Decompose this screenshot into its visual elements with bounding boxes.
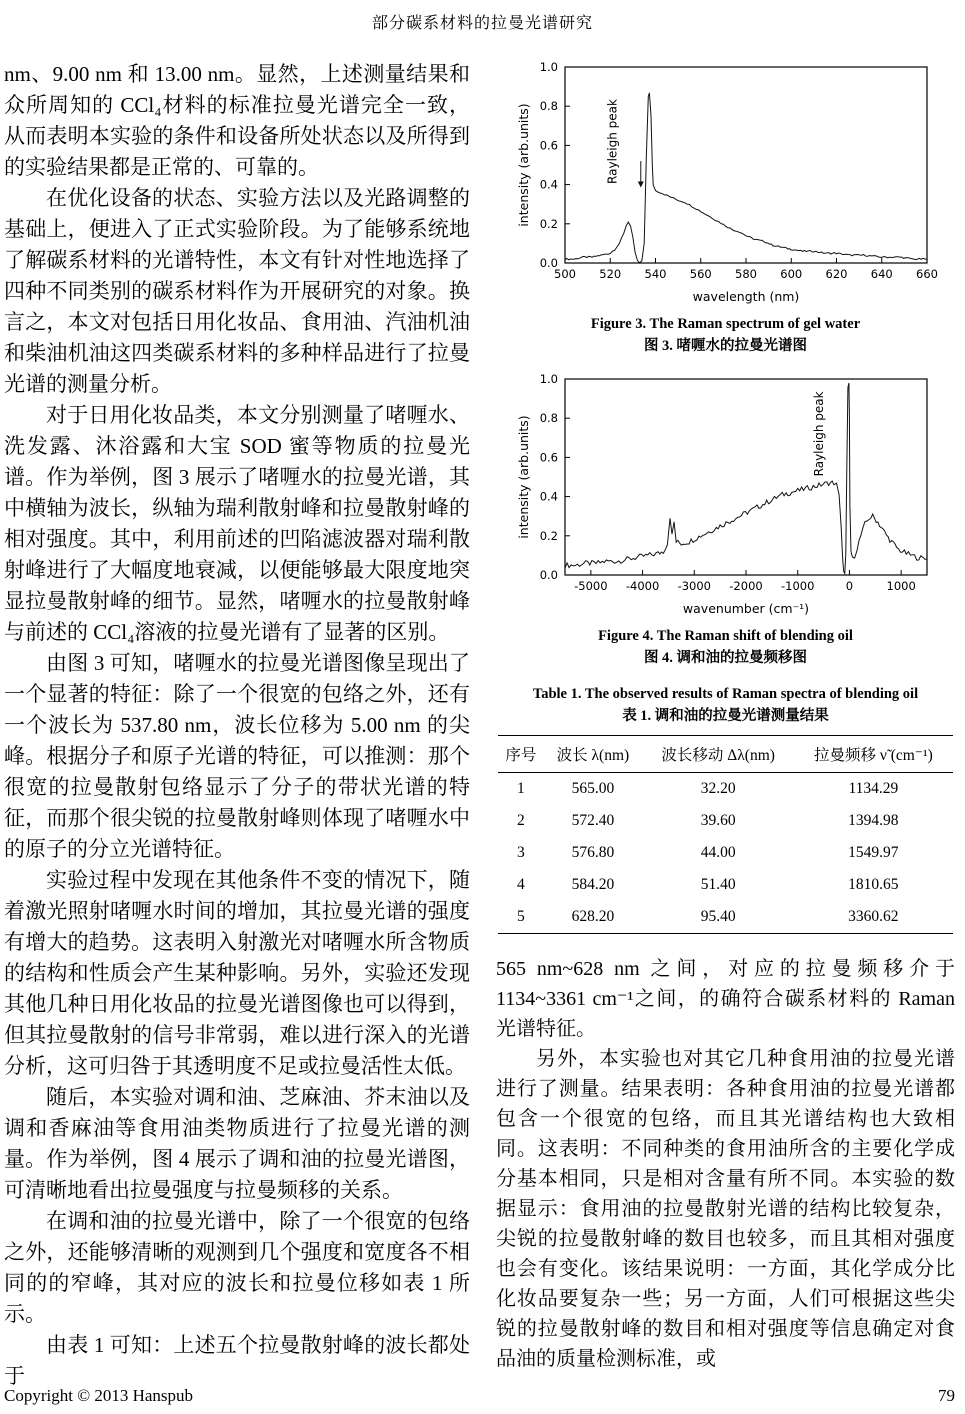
x-tick-label: 1000	[886, 579, 916, 593]
paragraph: 另外，本实验也对其它几种食用油的拉曼光谱进行了测量。结果表明：各种食用油的拉曼光谱都包含一个很宽的包络，而且其光谱结构也大致相同。这表明：不同种类的食用油所含的主要化学成分基本相同，只是相对含量有所不同。本实验的数据显示：食用油的拉曼散射光谱的结构比较复杂，尖锐的拉曼散射峰的数目也较多，而且其相对强度也会有变化。该结果说明：一方面，其化学成分比化妆品要复杂一些；另一方面，人们可根据这些尖锐的拉曼散射峰的数目和相对强度等信息确定对食品油的质量检测标准，或	[496, 1048, 955, 1370]
paragraph: 565 nm~628 nm 之间，对应的拉曼频移介于 1134~3361 cm⁻¹之间，的确符合碳系材料的 Raman 光谱特征。	[496, 958, 955, 1040]
x-tick-label: 560	[689, 267, 712, 281]
table-cell: 1549.97	[848, 844, 899, 861]
x-tick-label: 500	[553, 267, 576, 281]
table-1-caption-en: Table 1. The observed results of Raman spectra of blending oil	[532, 686, 919, 702]
y-axis-label: intensity (arb.units)	[515, 103, 531, 227]
column-header: 拉曼频移 ν̃ (cm⁻¹)	[794, 736, 953, 773]
figure-4-caption-en: Figure 4. The Raman shift of blending oil	[598, 628, 853, 644]
right-column	[496, 59, 955, 1392]
table-row	[498, 805, 952, 837]
y-tick-label: 0.0	[539, 256, 558, 270]
figure-3-caption-en: Figure 3. The Raman spectrum of gel water	[590, 316, 861, 332]
y-tick-label: 0.6	[539, 138, 558, 153]
figure-4-chart	[511, 371, 941, 623]
figure-3-caption	[496, 314, 955, 357]
two-column-body	[0, 33, 965, 1392]
x-tick-label: 600	[779, 267, 802, 281]
right-column-text	[496, 954, 955, 1374]
x-axis-label: wavelength (nm)	[692, 289, 799, 304]
paragraph: 由图 3 可知，啫喱水的拉曼光谱图像呈现出了一个显著的特征：除了一个很宽的包络之外，还有一个波长为 537.80 nm，波长位移为 5.00 nm 的尖峰。根据分子和原子光谱的特征，可以推测：那个很宽的拉曼散射包络显示了分子的带状光谱的特征，而那个很尖锐的拉曼散射峰则体现了啫喱水中的原子的分立光谱特征。	[4, 651, 470, 861]
x-tick-label: -3000	[677, 579, 711, 593]
table-cell: 95.40	[700, 908, 736, 925]
page-title: 部分碳系材料的拉曼光谱研究	[371, 15, 593, 32]
table-1-body	[498, 773, 952, 934]
x-tick-label: 0	[845, 579, 853, 593]
paragraph: nm、9.00 nm 和 13.00 nm。显然，上述测量结果和众所周知的 CCl₄材料的标准拉曼光谱完全一致，从而表明本实验的条件和设备所处状态以及所得到的实验结果都是正常的、可靠的。	[4, 62, 470, 179]
table-cell: 32.20	[700, 780, 736, 797]
table-header-row	[498, 736, 952, 773]
table-1	[498, 735, 952, 934]
plot-frame	[565, 379, 927, 575]
y-tick-label: 0.6	[539, 450, 558, 465]
y-axis-label: intensity (arb.units)	[515, 415, 531, 539]
x-axis-label: wavenumber (cm⁻¹)	[682, 601, 809, 616]
x-tick-label: 540	[644, 267, 666, 281]
left-column	[4, 59, 470, 1392]
figure-3	[496, 59, 955, 357]
figure-3-chart	[511, 59, 941, 311]
y-tick-label: 0.8	[539, 99, 558, 114]
figure-4-caption	[496, 626, 955, 669]
table-row	[498, 869, 952, 901]
column-header: 波长 λ(nm)	[544, 736, 643, 773]
rayleigh-peak-label: Rayleigh peak	[605, 99, 620, 184]
table-row	[498, 901, 952, 934]
x-tick-label: 520	[598, 267, 621, 281]
x-tick-label: -5000	[573, 579, 608, 593]
table-1-caption-zh: 表 1. 调和油的拉曼光谱测量结果	[622, 708, 829, 724]
table-cell: 44.00	[700, 844, 736, 861]
x-tick-label: -2000	[728, 579, 763, 593]
paragraph: 在优化设备的状态、实验方法以及光路调整的基础上，便进入了正式实验阶段。为了能够系统地了解碳系材料的光谱特性，本文有针对性地选择了四种不同类别的碳系材料作为开展研究的对象。换言之，本文对包括日用化妆品、食用油、汽油机油和柴油机油这四类碳系材料的多种样品进行了拉曼光谱的测量分析。	[4, 186, 470, 396]
spectrum-curve	[565, 383, 927, 574]
paragraph: 对于日用化妆品类，本文分别测量了啫喱水、洗发露、沐浴露和大宝 SOD 蜜等物质的拉曼光谱。作为举例，图 3 展示了啫喱水的拉曼光谱，其中横轴为波长，纵轴为瑞利散射峰和拉曼散射峰的相对强度。其中，利用前述的凹陷滤波器对瑞利散射峰进行了大幅度地衰减，以便能够最大限度地突显拉曼散射峰的细节。显然，啫喱水的拉曼散射峰与前述的 CCl₄溶液的拉曼光谱有了显著的区别。	[4, 403, 470, 644]
column-header: 波长移动 Δλ(nm)	[642, 736, 794, 773]
x-tick-label: 580	[734, 267, 757, 281]
figure-3-caption-zh: 图 3. 啫喱水的拉曼光谱图	[643, 338, 808, 354]
y-tick-label: 1.0	[539, 372, 558, 386]
table-cell: 51.40	[700, 876, 736, 893]
table-cell: 572.40	[571, 812, 615, 829]
table-cell: 2	[517, 812, 525, 829]
column-header: 序号	[498, 736, 543, 773]
page-footer	[4, 1386, 955, 1406]
paragraph: 实验过程中发现在其他条件不变的情况下，随着激光照射啫喱水时间的增加，其拉曼光谱的强度有增大的趋势。这表明入射激光对啫喱水所含物质的结构和性质会产生某种影响。另外，实验还发现其他几种日用化妆品的拉曼光谱图像也可以得到，但其拉曼散射的信号非常弱，难以进行深入的光谱分析，这可归咎于其透明度不足或拉曼活性太低。	[4, 868, 470, 1078]
x-tick-label: -1000	[780, 579, 814, 593]
x-tick-label: 640	[870, 267, 893, 281]
table-cell: 39.60	[700, 812, 736, 829]
y-tick-label: 0.4	[539, 177, 558, 192]
page-number: 79	[938, 1386, 955, 1405]
copyright-text: Copyright © 2013 Hanspub	[4, 1386, 194, 1405]
figure-4-caption-zh: 图 4. 调和油的拉曼频移图	[643, 650, 808, 666]
x-tick-label: 620	[825, 267, 847, 281]
table-cell: 3360.62	[848, 908, 899, 925]
y-tick-label: 0.8	[539, 411, 558, 426]
table-cell: 565.00	[571, 780, 615, 797]
rayleigh-peak-label: Rayleigh peak	[811, 391, 826, 477]
x-tick-label: 660	[915, 267, 938, 281]
table-cell: 584.20	[571, 876, 615, 893]
table-1-caption	[496, 684, 955, 727]
y-tick-label: 1.0	[539, 60, 558, 74]
figure-4	[496, 371, 955, 669]
table-cell: 576.80	[571, 844, 615, 861]
paragraph: 在调和油的拉曼光谱中，除了一个很宽的包络之外，还能够清晰的观测到几个强度和宽度各不相同的的窄峰，其对应的波长和拉曼位移如表 1 所示。	[4, 1209, 470, 1326]
paragraph: 由表 1 可知：上述五个拉曼散射峰的波长都处于	[4, 1333, 470, 1388]
y-tick-label: 0.4	[539, 489, 558, 504]
table-cell: 5	[517, 908, 525, 925]
table-row	[498, 773, 952, 806]
table-cell: 628.20	[571, 908, 615, 925]
table-row	[498, 837, 952, 869]
table-cell: 1134.29	[848, 780, 899, 797]
table-cell: 1	[517, 780, 525, 797]
paragraph: 随后，本实验对调和油、芝麻油、芥末油以及调和香麻油等食用油类物质进行了拉曼光谱的测量。作为举例，图 4 展示了调和油的拉曼光谱图，可清晰地看出拉曼强度与拉曼频移的关系。	[4, 1085, 470, 1202]
y-tick-label: 0.2	[539, 216, 558, 231]
table-cell: 3	[517, 844, 525, 861]
table-cell: 1394.98	[848, 812, 899, 829]
x-tick-label: -4000	[625, 579, 659, 593]
table-1-head	[498, 736, 952, 773]
annotation-arrowhead	[637, 182, 643, 188]
y-tick-label: 0.2	[539, 528, 558, 543]
table-cell: 4	[517, 876, 525, 893]
y-tick-label: 0.0	[539, 568, 558, 582]
table-cell: 1810.65	[848, 876, 899, 893]
